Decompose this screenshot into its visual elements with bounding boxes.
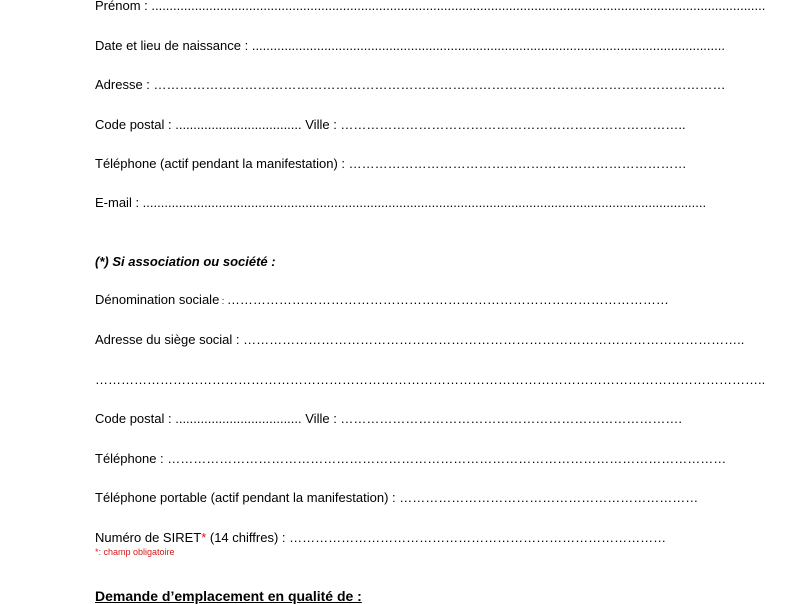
field-telephone-portable xyxy=(95,490,698,506)
field-fill-line[interactable]: …………………………………………………………… xyxy=(399,490,699,505)
field-label: Téléphone (actif pendant la manifestation) : xyxy=(95,156,349,171)
required-star: * xyxy=(201,530,207,545)
field-fill-line[interactable]: …………………………………………………………………………… xyxy=(289,530,667,545)
field-label: Téléphone portable (actif pendant la manifestation) : xyxy=(95,490,400,505)
field-adresse xyxy=(95,77,726,93)
field-fill-line[interactable]: ............................................................................................................................................................ xyxy=(142,195,707,210)
field-denomination-sociale xyxy=(95,292,669,309)
field-fill-line[interactable]: ................................................................................................................................... xyxy=(251,38,725,53)
field-fill-line[interactable]: ................................... xyxy=(175,117,306,132)
field-adresse-siege-continued xyxy=(95,372,765,388)
field-date-lieu-naissance xyxy=(95,38,725,54)
field-label: Adresse du siège social : xyxy=(95,332,244,347)
field-fill-line[interactable]: …………………………………………………………………….. xyxy=(340,117,686,132)
field-label: Code postal : xyxy=(95,411,176,426)
field-label: Dénomination sociale xyxy=(95,292,220,307)
field-code-postal-ville xyxy=(95,117,686,133)
field-fill-line[interactable]: ………………………………………………………………………………………… xyxy=(226,292,669,307)
field-fill-line[interactable]: …………………………………………………………………………………………………………………… xyxy=(153,77,726,92)
field-fill-line[interactable]: ……………………………………………………………………………………………………………………………………….. xyxy=(95,372,766,387)
section-heading: Demande d’emplacement en qualité de : xyxy=(95,588,362,604)
field-label: Numéro de SIRET xyxy=(95,530,202,545)
field-fill-line[interactable]: ................................... xyxy=(175,411,306,426)
field-telephone-siege xyxy=(95,451,726,467)
field-fill-line[interactable]: .......................................................................................................................................................................... xyxy=(151,0,766,13)
field-label: Adresse : xyxy=(95,77,154,92)
field-prenom xyxy=(95,0,765,14)
field-fill-line[interactable]: …………………………………………………………………… xyxy=(348,156,687,171)
field-siret xyxy=(95,530,666,546)
field-code-postal-ville-siege xyxy=(95,411,682,427)
field-adresse-siege xyxy=(95,332,744,348)
field-fill-line[interactable]: …………………………………………………………………………………………………….. xyxy=(243,332,745,347)
field-label: Code postal : xyxy=(95,117,176,132)
association-heading: (*) Si association ou société : xyxy=(95,254,276,269)
field-label-suffix: (14 chiffres) : xyxy=(206,530,290,545)
field-label: E-mail : xyxy=(95,195,143,210)
field-label: Prénom : xyxy=(95,0,152,13)
field-label: Ville : xyxy=(305,411,341,426)
field-fill-line[interactable]: ……………………………………………………………………. xyxy=(340,411,683,426)
required-footnote: *: champ obligatoire xyxy=(95,547,175,557)
field-telephone-actif xyxy=(95,156,687,172)
field-email xyxy=(95,195,706,211)
field-label: Téléphone : xyxy=(95,451,168,466)
field-label: Date et lieu de naissance : xyxy=(95,38,252,53)
field-colon: : xyxy=(219,296,227,306)
field-label: Ville : xyxy=(305,117,341,132)
field-fill-line[interactable]: ………………………………………………………………………………………………………………… xyxy=(167,451,727,466)
